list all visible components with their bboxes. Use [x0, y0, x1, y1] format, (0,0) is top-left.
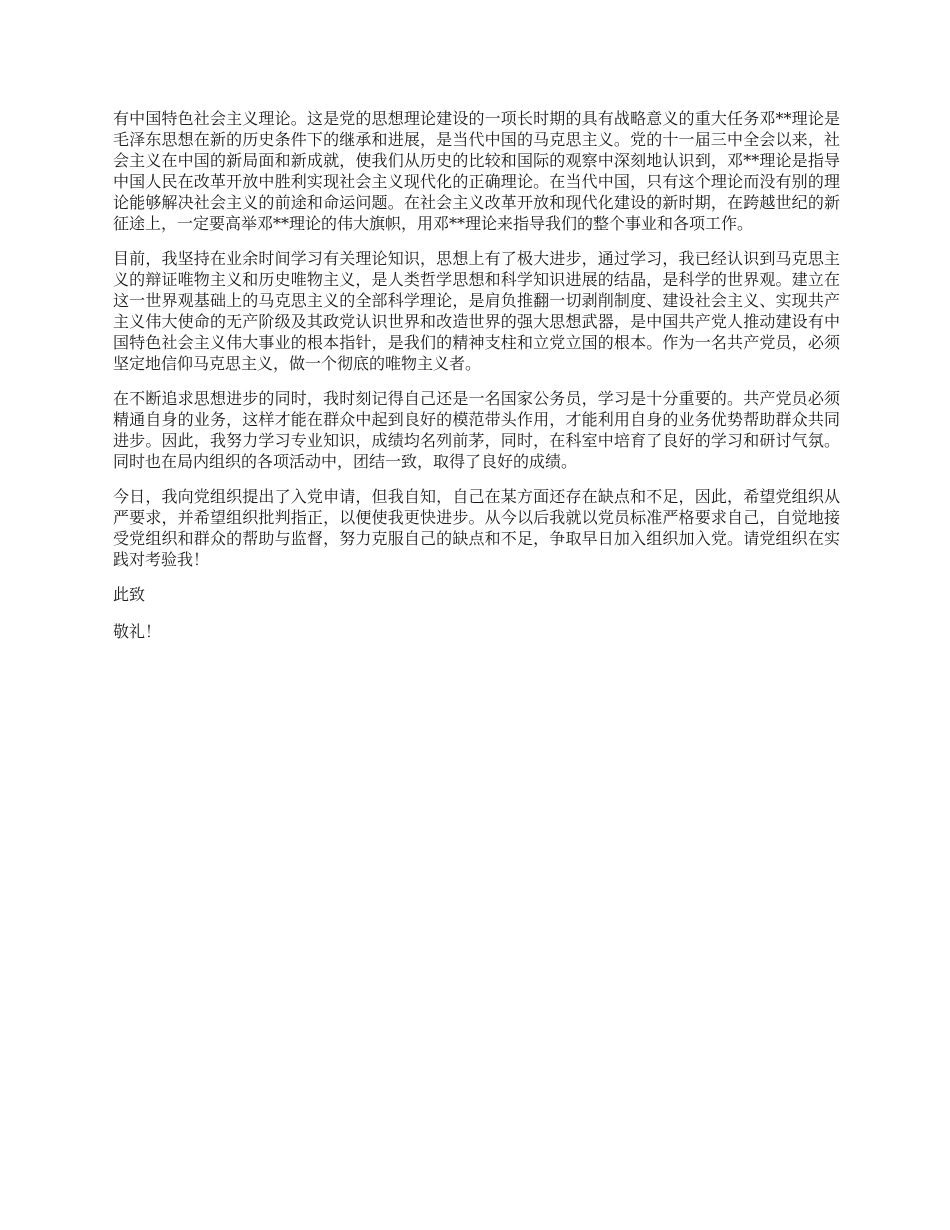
salute-text: 敬礼！ [113, 622, 162, 641]
closing-text: 此致 [113, 585, 146, 604]
paragraph-theory: 有中国特色社会主义理论。这是党的思想理论建设的一项长时期的具有战略意义的重大任务邓**理论是毛泽东思想在新的历史条件下的继承和进展，是当代中国的马克思主义。党的十一届三中全会以来，社会主义在中国的新局面和新成就，使我们从历史的比较和国际的观察中深刻地认识到，邓**理论是指导中国人民在改革开放中胜利实现社会主义现代化的正确理论。在当代中国，只有这个理论而没有别的理论能够解决社会主义的前途和命运问题。在社会主义改革开放和现代化建设的新时期，在跨越世纪的新征途上，一定要高举邓**理论的伟大旗帜，用邓**理论来指导我们的整个事业和各项工作。 [113, 109, 840, 233]
paragraph-application: 今日，我向党组织提出了入党申请，但我自知，自己在某方面还存在缺点和不足，因此，希望党组织从严要求，并希望组织批判指正，以便使我更快进步。从今以后我就以党员标准严格要求自己，自觉地接受党组织和群众的帮助与监督，努力克服自己的缺点和不足，争取早日加入组织加入党。请党组织在实践对考验我！ [113, 487, 840, 569]
paragraph-work: 在不断追求思想进步的同时，我时刻记得自己还是一名国家公务员，学习是十分重要的。共产党员必须精通自身的业务，这样才能在群众中起到良好的模范带头作用，才能利用自身的业务优势帮助群众共同进步。因此，我努力学习专业知识，成绩均名列前茅，同时，在科室中培育了良好的学习和研讨气氛。同时也在局内组织的各项活动中，团结一致，取得了良好的成绩。 [113, 389, 840, 471]
paragraph-study: 目前，我坚持在业余时间学习有关理论知识，思想上有了极大进步，通过学习，我已经认识到马克思主义的辩证唯物主义和历史唯物主义，是人类哲学思想和科学知识进展的结晶，是科学的世界观。建立在这一世界观基础上的马克思主义的全部科学理论，是肩负推翻一切剥削制度、建设社会主义、实现共产主义伟大使命的无产阶级及其政党认识世界和改造世界的强大思想武器，是中国共产党人推动建设有中国特色社会主义伟大事业的根本指针，是我们的精神支柱和立党立国的根本。作为一名共产党员，必须坚定地信仰马克思主义，做一个彻底的唯物主义者。 [113, 249, 840, 373]
document-body [113, 108, 840, 658]
